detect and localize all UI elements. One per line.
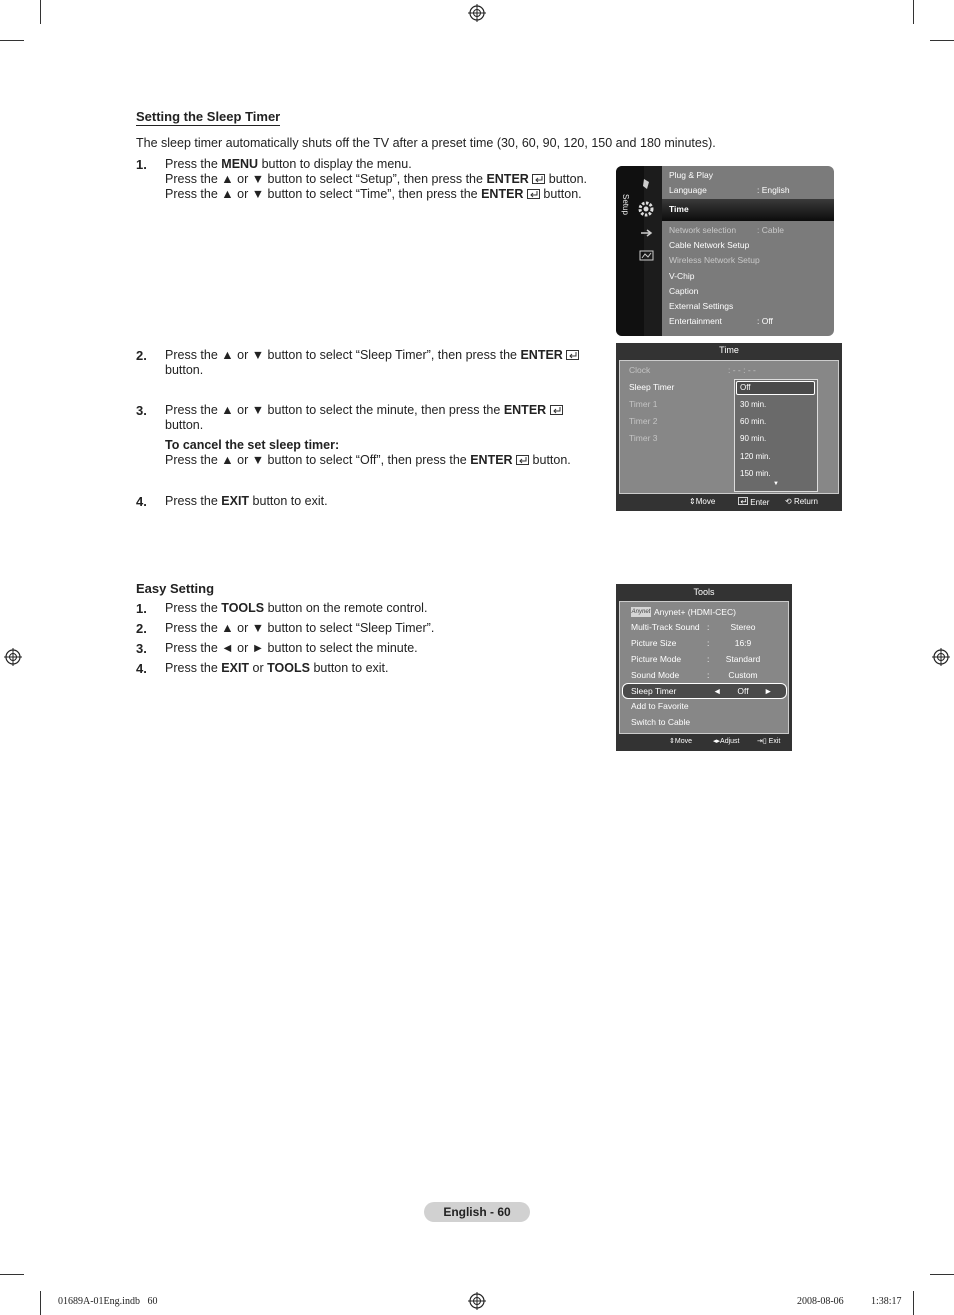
tools-item-sound-mode: Sound Mode xyxy=(631,670,680,680)
tools-item-sleep-timer: Sleep Timer xyxy=(631,686,677,696)
menu-item-entertainment: Entertainment xyxy=(669,316,722,326)
footer-move: ⇕Move xyxy=(669,738,692,745)
tools-item-picture-size: Picture Size xyxy=(631,638,677,648)
scroll-down-icon: ▼ xyxy=(773,481,779,487)
setup-menu-screenshot xyxy=(616,166,834,336)
menu-item-v-chip: V-Chip xyxy=(669,271,695,281)
option-120: 120 min. xyxy=(740,452,771,461)
easy-step-1: Press the TOOLS button on the remote control. xyxy=(165,601,428,615)
gear-icon xyxy=(637,200,655,218)
enter-icon xyxy=(738,497,748,505)
anynet-logo: Anynet xyxy=(631,609,651,615)
tools-menu-body xyxy=(619,601,789,734)
registration-mark-icon xyxy=(468,1292,486,1310)
picture-icon xyxy=(640,177,654,191)
enter-icon xyxy=(516,455,529,465)
option-off: Off xyxy=(740,383,751,392)
easy-step-4: Press the EXIT or TOOLS button to exit. xyxy=(165,661,389,675)
step-1-text: Press the MENU button to display the menu. Press the ▲ or ▼ button to select “Setup”, then press the ENTER button. Press the ▲ or ▼ button to select “Time”, then press the ENTER button. xyxy=(165,157,587,201)
step-number: 1. xyxy=(136,601,147,616)
easy-step-2: Press the ▲ or ▼ button to select “Sleep Timer”. xyxy=(165,621,435,635)
crop-mark xyxy=(0,1274,24,1275)
time-menu-title: Time xyxy=(719,345,739,355)
menu-item-caption: Caption xyxy=(669,286,699,296)
step-number: 4. xyxy=(136,661,147,676)
step-number: 4. xyxy=(136,494,147,509)
menu-item-network-selection: Network selection xyxy=(669,225,737,235)
crop-mark xyxy=(930,1274,954,1275)
step-number: 1. xyxy=(136,157,147,172)
step-number: 2. xyxy=(136,348,147,363)
step-number: 3. xyxy=(136,641,147,656)
tools-item-switch-to-cable: Switch to Cable xyxy=(631,717,691,727)
step-2-text: Press the ▲ or ▼ button to select “Sleep Timer”, then press the ENTER button. xyxy=(165,348,579,378)
intro-text: The sleep timer automatically shuts off the TV after a preset time (30, 60, 90, 120, 150 and 180 minutes). xyxy=(136,136,716,150)
time-item-clock: Clock xyxy=(629,365,651,375)
registration-mark-icon xyxy=(4,648,22,666)
menu-item-plug-play: Plug & Play xyxy=(669,170,713,180)
tools-value-picture-mode: Standard xyxy=(725,654,761,664)
easy-step-3: Press the ◄ or ► button to select the minute. xyxy=(165,641,418,655)
tools-menu-title: Tools xyxy=(693,587,715,597)
time-item-timer-2: Timer 2 xyxy=(629,416,658,426)
tools-value-sleep-timer: Off xyxy=(737,686,749,696)
option-150: 150 min. xyxy=(740,469,771,478)
crop-mark xyxy=(913,0,914,24)
footer-adjust: ◂▸Adjust xyxy=(713,738,740,745)
footer-exit: ⇥▯ Exit xyxy=(757,738,781,745)
option-60: 60 min. xyxy=(740,417,767,426)
menu-item-wireless-network-setup: Wireless Network Setup xyxy=(669,255,760,265)
tools-item-multi-track-sound: Multi-Track Sound xyxy=(631,622,700,632)
step-3-text: Press the ▲ or ▼ button to select the minute, then press the ENTER button. xyxy=(165,403,563,433)
tools-value-sound-mode: Custom xyxy=(728,670,758,680)
crop-mark xyxy=(40,0,41,24)
step-number: 2. xyxy=(136,621,147,636)
tools-value-multi-track-sound: Stereo xyxy=(730,622,756,632)
page-number-label: English - 60 xyxy=(424,1202,530,1222)
time-item-sleep-timer: Sleep Timer xyxy=(629,382,675,392)
time-item-timer-1: Timer 1 xyxy=(629,399,658,409)
setup-side-label: Setup xyxy=(621,194,630,215)
footer-enter: Enter xyxy=(738,497,769,507)
footer-return: ⟲ Return xyxy=(785,497,818,506)
enter-icon xyxy=(532,174,545,184)
time-item-timer-3: Timer 3 xyxy=(629,433,658,443)
tools-sep: : xyxy=(707,622,710,632)
step-4-text: Press the EXIT button to exit. xyxy=(165,494,328,508)
tools-item-anynet: Anynet+ (HDMI-CEC) xyxy=(654,607,736,617)
enter-icon xyxy=(566,350,579,360)
menu-item-time: Time xyxy=(669,204,689,214)
cancel-note: To cancel the set sleep timer: Press the ▲ or ▼ button to select “Off”, then press the ENTER button. xyxy=(165,438,571,467)
menu-value-network-selection: : Cable xyxy=(757,225,784,235)
clock-value: : - - : - - xyxy=(728,365,756,375)
input-icon xyxy=(640,228,654,238)
menu-item-language: Language xyxy=(669,185,707,195)
footer-time: 1:38:17 xyxy=(871,1296,902,1307)
crop-mark xyxy=(913,1291,914,1315)
application-icon xyxy=(639,250,654,262)
tools-item-picture-mode: Picture Mode xyxy=(631,654,682,664)
tools-value-picture-size: 16:9 xyxy=(734,638,752,648)
registration-mark-icon xyxy=(932,648,950,666)
footer-date: 2008-08-06 xyxy=(797,1296,852,1307)
tools-sep: : xyxy=(707,638,710,648)
footer-filename: 01689A-01Eng.indb 60 xyxy=(58,1296,158,1307)
option-90: 90 min. xyxy=(740,434,767,443)
section-title-sleep-timer: Setting the Sleep Timer xyxy=(136,109,281,124)
tools-arrow-left-icon: ◄ xyxy=(713,686,722,696)
step-number: 3. xyxy=(136,403,147,418)
menu-item-cable-network-setup: Cable Network Setup xyxy=(669,240,750,250)
tools-sep: : xyxy=(707,670,710,680)
crop-mark xyxy=(0,40,24,41)
menu-value-entertainment: : Off xyxy=(757,316,773,326)
menu-value-language: : English xyxy=(757,185,790,195)
crop-mark xyxy=(40,1291,41,1315)
crop-mark xyxy=(930,40,954,41)
menu-item-external-settings: External Settings xyxy=(669,301,734,311)
footer-move: ⇕Move xyxy=(689,497,716,506)
section-title-easy-setting: Easy Setting xyxy=(136,581,215,596)
option-30: 30 min. xyxy=(740,400,767,409)
tools-arrow-right-icon: ► xyxy=(764,686,773,696)
enter-icon xyxy=(550,405,563,415)
tools-sep: : xyxy=(707,654,710,664)
registration-mark-icon xyxy=(468,4,486,22)
enter-icon xyxy=(527,189,540,199)
tools-item-add-to-favorite: Add to Favorite xyxy=(631,701,689,711)
